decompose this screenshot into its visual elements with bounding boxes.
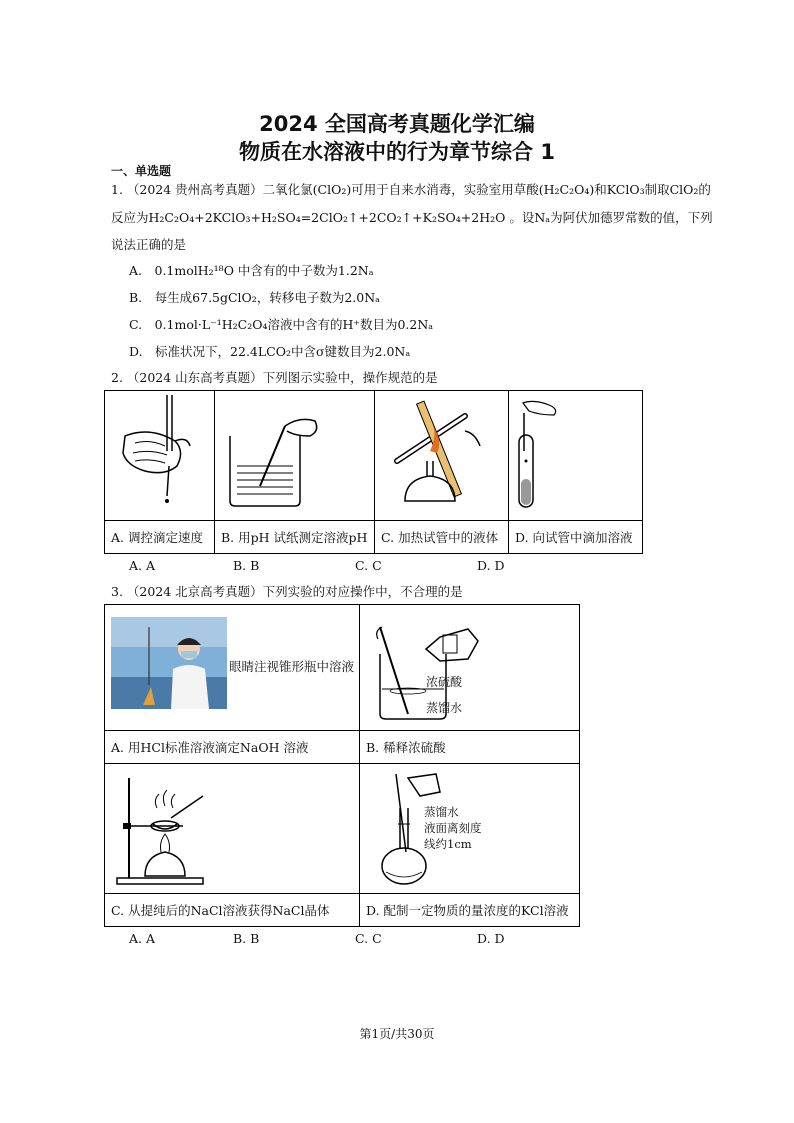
q2-figure-c — [375, 391, 509, 521]
q2-figure-table — [104, 390, 643, 554]
q3-label-water: 蒸馏水 — [426, 701, 463, 715]
q3-figure-table — [104, 604, 580, 927]
beaker-ph-paper-icon — [215, 391, 374, 520]
q3-photo-note: 眼睛注视锥形瓶中溶液 — [229, 659, 355, 674]
q3-answer-b: B. B — [233, 931, 260, 946]
q2-caption-d: D. 向试管中滴加溶液 — [509, 521, 643, 554]
q3-figure-b — [360, 605, 580, 731]
q3-caption-a: A. 用HCl标准溶液滴定NaOH 溶液 — [105, 731, 360, 764]
q3-flask-note3: 线约1cm — [424, 837, 472, 851]
q3-caption-d: D. 配制一定物质的量浓度的KCl溶液 — [360, 894, 580, 927]
burette-hand-icon — [105, 391, 214, 520]
q2-answer-d: D. D — [477, 558, 505, 573]
q3-figure-d — [360, 764, 580, 894]
q1-stem-line1: 1. （2024 贵州高考真题）二氧化氯(ClO₂)可用于自来水消毒，实验室用草酸(H₂C₂O₄)和KClO₃制取ClO₂的 — [111, 182, 711, 197]
q3-answer-d: D. D — [477, 931, 505, 946]
q2-caption-c: C. 加热试管中的液体 — [375, 521, 509, 554]
page-title: 2024 全国高考真题化学汇编 — [259, 112, 535, 136]
q3-answer-c: C. C — [355, 931, 382, 946]
q2-answer-c: C. C — [355, 558, 382, 573]
q1-option-d: D. 标准状况下，22.4LCO₂中含σ键数目为2.0Nₐ — [129, 344, 411, 359]
q3-figure-c — [105, 764, 360, 894]
q2-caption-b: B. 用pH 试纸测定溶液pH — [215, 521, 375, 554]
page-subtitle: 物质在水溶液中的行为章节综合 1 — [239, 140, 555, 164]
q3-caption-c: C. 从提纯后的NaCl溶液获得NaCl晶体 — [105, 894, 360, 927]
q3-flask-note2: 液面离刻度 — [424, 821, 482, 835]
q3-label-acid: 浓硫酸 — [426, 675, 463, 689]
q1-stem-line2: 反应为H₂C₂O₄+2KClO₃+H₂SO₄=2ClO₂↑+2CO₂↑+K₂SO₄+2H₂O 。设Nₐ为阿伏加德罗常数的值，下列 — [111, 210, 713, 225]
test-tube-dropper-icon — [509, 391, 642, 520]
q3-figure-a — [105, 605, 360, 731]
q2-figure-d — [509, 391, 643, 521]
q2-answer-a: A. A — [129, 558, 156, 573]
section-heading: 一、单选题 — [111, 164, 172, 178]
q2-caption-a: A. 调控滴定速度 — [105, 521, 215, 554]
q2-figure-b — [215, 391, 375, 521]
lab-photo-icon — [111, 617, 227, 709]
q3-stem: 3. （2024 北京高考真题）下列实验的对应操作中，不合理的是 — [111, 584, 463, 599]
q2-figure-a — [105, 391, 215, 521]
evaporating-dish-icon — [115, 768, 215, 890]
page-footer: 第1页/共30页 — [359, 1027, 435, 1041]
q1-option-b: B. 每生成67.5gClO₂，转移电子数为2.0Nₐ — [129, 290, 380, 305]
q3-caption-b: B. 稀释浓硫酸 — [360, 731, 580, 764]
q1-option-c: C. 0.1mol·L⁻¹H₂C₂O₄溶液中含有的H⁺数目为0.2Nₐ — [129, 317, 434, 332]
q1-option-a: A. 0.1molH₂¹⁸O 中含有的中子数为1.2Nₐ — [129, 263, 374, 278]
q1-stem-line3: 说法正确的是 — [111, 237, 187, 252]
heating-tube-icon — [375, 391, 508, 520]
q2-answer-b: B. B — [233, 558, 260, 573]
q3-answer-a: A. A — [129, 931, 156, 946]
q2-stem: 2. （2024 山东高考真题）下列图示实验中，操作规范的是 — [111, 370, 438, 385]
q3-flask-note1: 蒸馏水 — [424, 805, 459, 819]
